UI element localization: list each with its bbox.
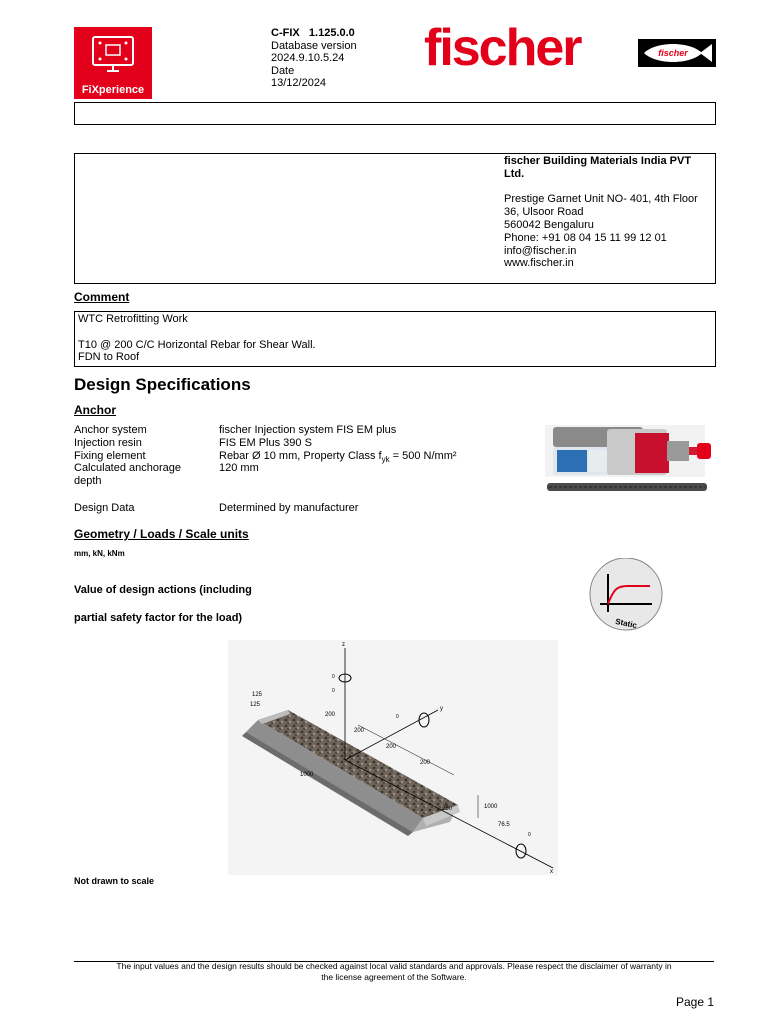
product-name: C-FIX [271,27,300,39]
header-info [271,27,357,90]
comment-line-3: FDN to Roof [78,351,140,364]
load-zero-3: 0 [396,714,399,720]
fixing-element-class: = 500 N/mm² [389,450,457,462]
dim-1000-length: 1000 [300,772,314,778]
disclaimer-line-1: The input values and the design results should be checked against local valid standards and approvals. Please respect the disclaimer of warranty in [116,961,672,971]
dim-200-c: 200 [386,744,397,750]
spec-label-fixing-element: Fixing element [74,450,146,462]
not-to-scale-note: Not drawn to scale [74,876,155,886]
design-actions-line-2: partial safety factor for the load) [74,612,243,624]
comment-line-2: T10 @ 200 C/C Horizontal Rebar for Shear Wall. [78,338,316,351]
load-zero-2: 0 [332,688,335,694]
db-label: Database version [271,39,357,52]
project-title-box [74,102,716,125]
spec-value-injection-resin: FIS EM Plus 390 S [219,437,312,449]
monitor-icon [90,33,136,79]
anchor-geometry-diagram [228,640,558,875]
page-number: Page 1 [676,995,715,1009]
app-logo-label: FiXperience [81,84,145,96]
axis-y-label: y [440,706,443,712]
units-text: mm, kN, kNm [74,549,125,558]
fish-logo-text: fischer [658,48,688,58]
brand-logo: fischer [424,19,581,77]
company-phone: Phone: +91 08 04 15 11 99 12 01 [504,231,667,244]
product-version: 1.125.0.0 [308,27,355,39]
comment-heading: Comment [74,290,130,304]
dim-125-b: 125 [252,692,263,698]
spec-label-injection-resin: Injection resin [74,437,142,449]
comment-text [78,313,316,364]
static-load-icon [588,558,668,634]
load-zero-1: 0 [332,674,335,680]
dim-250: 250 [442,806,453,812]
dim-76-5: 76.5 [498,822,510,828]
dim-200-d: 200 [420,760,431,766]
design-actions-line-1: Value of design actions (including [74,584,252,596]
spec-label-design-data: Design Data [74,502,135,514]
spec-value-anchorage: 120 mm [219,462,259,474]
address-line-3: 560042 Bengaluru [504,218,594,231]
spec-value-design-data: Determined by manufacturer [219,502,359,514]
dim-125-a: 125 [250,702,261,708]
dim-1000-height: 1000 [484,804,498,810]
company-email: info@fischer.in [504,244,577,257]
db-version: 2024.9.10.5.24 [271,52,345,64]
company-name-1: fischer Building Materials India PVT [504,155,692,167]
anchor-heading: Anchor [74,403,116,417]
disclaimer-line-2: the license agreement of the Software. [321,971,467,982]
dim-200-a: 200 [325,712,336,718]
address-line-1: Prestige Garnet Unit NO- 401, 4th Floor [504,193,698,206]
spec-label-anchor-system: Anchor system [74,424,147,436]
date-value: 13/12/2024 [271,77,327,89]
spec-label-depth: depth [74,475,102,487]
axis-x-label: x [550,869,553,875]
spec-value-anchor-system: fischer Injection system FIS EM plus [219,424,397,436]
spec-label-anchorage: Calculated anchorage [74,462,182,474]
company-name-2: Ltd. [504,167,525,180]
load-zero-4: 0 [528,832,531,838]
dim-200-b: 200 [354,728,365,734]
cartridge-image [545,425,715,497]
fixperience-logo [74,27,152,99]
axis-z-label: z [342,642,345,648]
fixing-element-text: Rebar Ø 10 mm, Property Class f [219,450,382,462]
comment-line-1: WTC Retrofitting Work [78,313,188,325]
address-line-2: 36, Ulsoor Road [504,206,584,219]
company-web: www.fischer.in [504,257,574,270]
disclaimer [74,961,714,982]
fish-logo [638,39,716,67]
fyk-subscript: yk [381,455,390,465]
geometry-heading: Geometry / Loads / Scale units [74,527,249,541]
design-heading: Design Specifications [74,375,251,394]
company-address [504,155,714,270]
date-label: Date [271,64,295,77]
static-label: Static [614,616,638,631]
